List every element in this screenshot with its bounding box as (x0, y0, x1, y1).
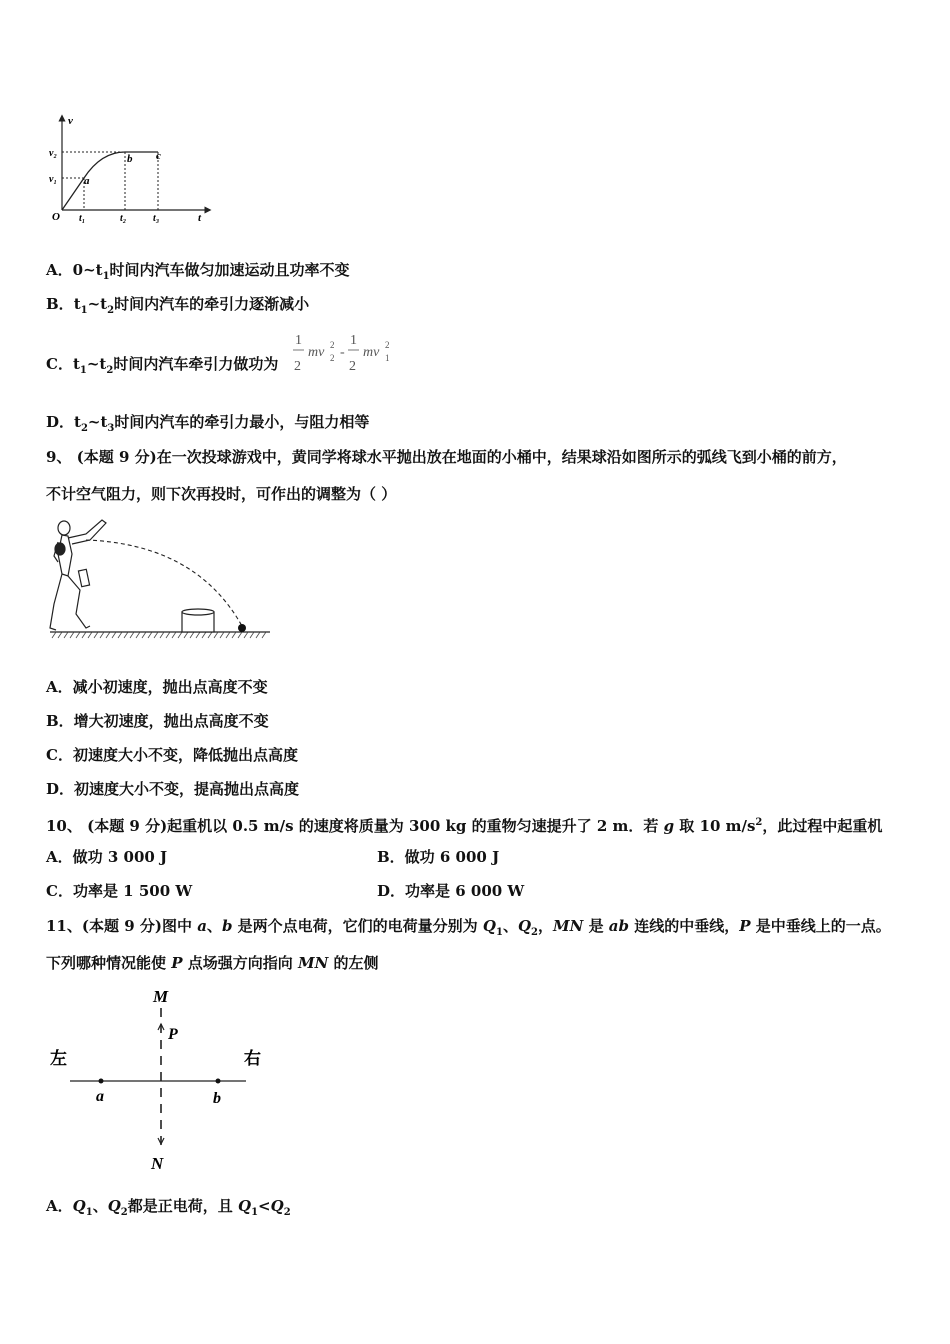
point-b-label: b (127, 153, 133, 165)
q10-option-a[interactable]: A．做功 3 000 J (46, 848, 168, 866)
ball-trajectory (86, 540, 242, 626)
t-axis-label: t (198, 212, 202, 224)
v2-label: v₂ (49, 148, 57, 159)
mv2-sub: 2 (330, 353, 335, 363)
label-right: 右 (244, 1049, 261, 1068)
stem-text: 下列哪种情况能使 (46, 954, 172, 972)
option-text: 时间内汽车做匀加速运动且功率不变 (109, 261, 350, 279)
subscript: 2 (106, 365, 114, 376)
q8-option-d[interactable] (46, 412, 369, 439)
frac2-num: 1 (350, 333, 357, 348)
ball (238, 624, 246, 632)
origin-label: O (52, 211, 60, 223)
frac2-den: 2 (349, 359, 356, 374)
t-symbol: t (72, 355, 80, 373)
stem-text: 、 (502, 917, 518, 935)
subscript: 2 (107, 305, 115, 316)
charge-a: a (197, 917, 207, 935)
q1-symbol: Q (72, 1197, 86, 1215)
t-symbol: ~t (87, 413, 108, 431)
q9-option-a[interactable]: A．减小初速度，抛出点高度不变 (46, 678, 268, 696)
label-b: b (213, 1090, 221, 1107)
q9-stem-line1: 9、 (本题 9 分)在一次投球游戏中，黄同学将球水平抛出放在地面的小桶中，结果球沿如图所示的弧线飞到小桶的前方， (46, 448, 847, 466)
t-symbol: ~t (87, 295, 108, 313)
subscript: 2 (531, 927, 538, 938)
t-symbol: t (73, 295, 81, 313)
subscript: 2 (283, 1207, 291, 1218)
subscript: 3 (107, 423, 115, 434)
q10-option-b[interactable]: B．做功 6 000 J (377, 848, 500, 866)
option-text: < (258, 1197, 271, 1215)
label-left: 左 (50, 1049, 67, 1068)
stem-text: 是两个点电荷，它们的电荷量分别为 (232, 917, 483, 935)
subscript: 1 (495, 927, 503, 938)
option-text: 时间内汽车的牵引力逐渐减小 (114, 295, 310, 313)
mn-symbol: MN (297, 954, 329, 972)
q2-symbol: Q (107, 1197, 121, 1215)
throw-figure (46, 514, 274, 640)
subscript: 1 (85, 1207, 93, 1218)
t-symbol: t (74, 413, 81, 431)
stem-text: 、 (206, 917, 222, 935)
subscript: 2 (80, 423, 88, 434)
subscript: 1 (80, 305, 88, 316)
q8-option-b[interactable] (46, 294, 309, 321)
frac1-den: 2 (294, 359, 301, 374)
charge-a-dot (99, 1079, 104, 1084)
t3-label: t₃ (153, 213, 160, 224)
option-label: D． (46, 413, 75, 431)
mn-symbol: MN (553, 917, 584, 935)
stem-text: 点场强方向指向 (182, 954, 298, 972)
stem-text: 连线的中垂线， (629, 917, 740, 935)
t2-label: t₂ (120, 213, 127, 224)
charges-figure (46, 984, 276, 1174)
stem-text: 是 (583, 917, 609, 935)
option-text: 时间内汽车牵引力做功为 (113, 355, 279, 373)
q9-option-c[interactable]: C．初速度大小不变，降低抛出点高度 (46, 746, 298, 764)
subscript: 2 (120, 1207, 128, 1218)
q11-stem-line2 (46, 953, 379, 973)
q10-option-c[interactable]: C．功率是 1 500 W (46, 882, 193, 900)
option-text: 时间内汽车的牵引力最小，与阻力相等 (114, 413, 370, 431)
thrower-person (50, 520, 106, 630)
subscript: 1 (251, 1207, 259, 1218)
option-label: C． (46, 355, 73, 373)
ab-symbol: ab (608, 917, 630, 935)
mv2-sup: 2 (330, 340, 335, 350)
v1-label: v₁ (49, 174, 57, 185)
mv1-sub: 1 (385, 353, 390, 363)
subscript: 1 (102, 271, 110, 282)
label-p: P (168, 1026, 178, 1043)
q2-symbol: Q (517, 917, 532, 935)
option-text: 、 (92, 1197, 108, 1215)
mv2-term: mv (308, 345, 325, 360)
q10-option-d[interactable]: D．功率是 6 000 W (377, 882, 525, 900)
frac1-num: 1 (295, 333, 302, 348)
label-m: M (153, 987, 169, 1006)
option-text: 都是正电荷，且 (127, 1197, 238, 1215)
q2-symbol: Q (270, 1197, 284, 1215)
label-a: a (96, 1088, 104, 1105)
option-label: A． (46, 1197, 73, 1215)
q11-option-a[interactable] (46, 1196, 291, 1223)
superscript: 2 (755, 817, 763, 828)
stem-text: ，此过程中起重机 (762, 817, 883, 835)
work-formula (290, 328, 400, 378)
t-symbol: 0~t (72, 261, 103, 279)
label-n: N (151, 1154, 164, 1173)
option-label: B． (46, 295, 74, 313)
q11-stem-line1 (46, 916, 891, 943)
q8-option-c[interactable] (46, 354, 278, 381)
q8-option-a[interactable] (46, 260, 350, 287)
t1-label: t₁ (79, 213, 86, 224)
stem-text: 是中垂线上的一点。 (750, 917, 891, 935)
p-symbol: P (171, 954, 183, 972)
q9-stem-line2: 不计空气阻力，则下次再投时，可作出的调整为（ ） (46, 485, 397, 503)
stem-text: 10、 (本题 9 分)起重机以 0.5 m/s 的速度将质量为 300 kg 的重物匀速提升了 2 m．若 (46, 817, 664, 835)
q10-stem (46, 813, 882, 836)
stem-text: 取 10 m/s (674, 817, 756, 835)
point-a-label: a (84, 175, 90, 187)
stem-text: ， (538, 917, 554, 935)
option-label: A． (46, 261, 73, 279)
t-symbol: ~t (86, 355, 107, 373)
q1-symbol: Q (482, 917, 496, 935)
vt-graph (46, 112, 216, 224)
velocity-curve (62, 152, 158, 210)
p-symbol: P (739, 917, 751, 935)
point-c-label: c (156, 150, 161, 162)
stem-text: 的左侧 (328, 954, 379, 972)
q9-option-b[interactable]: B．增大初速度，抛出点高度不变 (46, 712, 269, 730)
mv1-term: mv (363, 345, 380, 360)
ground-hatch (52, 632, 266, 638)
charge-b: b (221, 917, 233, 935)
q1-symbol: Q (237, 1197, 252, 1215)
g-symbol: g (663, 817, 675, 835)
charge-b-dot (216, 1079, 221, 1084)
v-axis-label: v (68, 115, 73, 127)
stem-text: 11、(本题 9 分)图中 (46, 917, 198, 935)
subscript: 1 (79, 365, 87, 376)
mv1-sup: 2 (385, 340, 390, 350)
q9-option-d[interactable]: D．初速度大小不变，提高抛出点高度 (46, 780, 300, 798)
minus-sign: - (340, 345, 345, 360)
bucket (182, 609, 214, 632)
